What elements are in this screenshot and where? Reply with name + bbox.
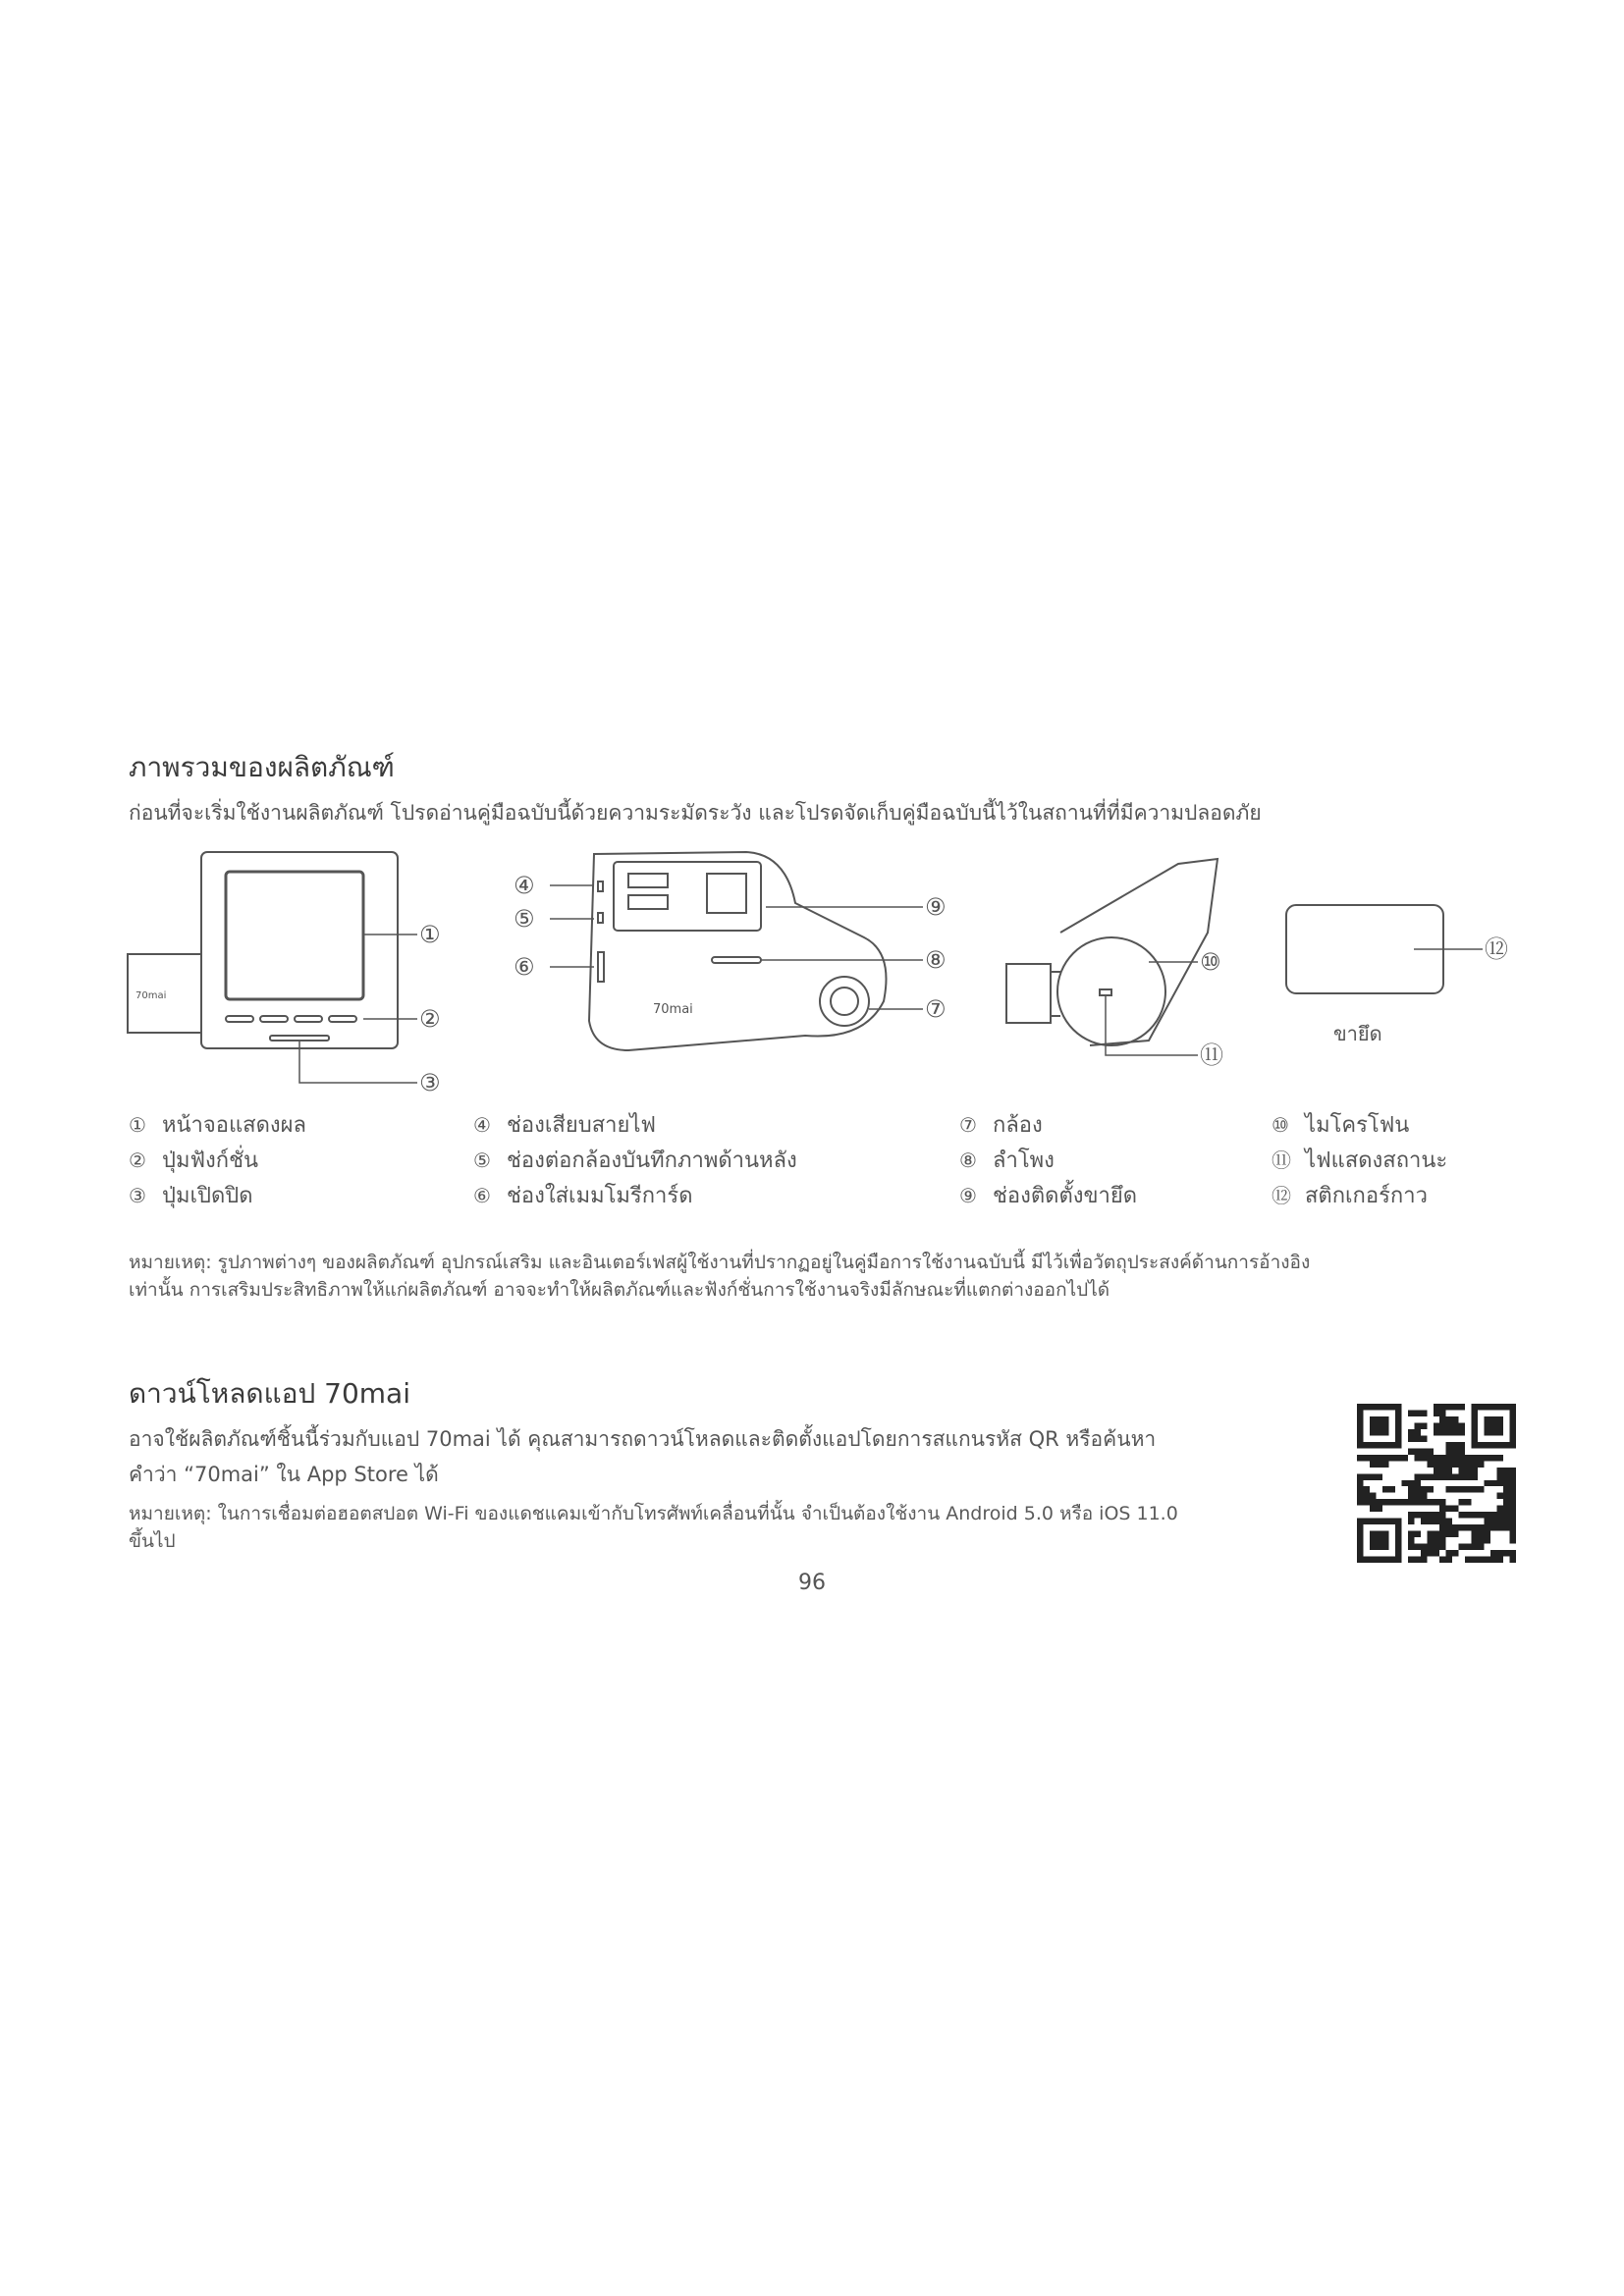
front-brand-label: 70mai	[135, 990, 167, 1001]
legend-item-memory-card-slot: ⑥ ช่องใส่เมมโมรีการ์ด	[473, 1184, 693, 1208]
mounted-view-drawing	[1006, 859, 1223, 1069]
callout-7: ⑦	[925, 995, 947, 1023]
legend-item-mount-slot: ⑨ ช่องติดตั้งขายึด	[959, 1184, 1138, 1208]
callout-12: ⑫	[1485, 935, 1508, 963]
callout-9: ⑨	[925, 893, 947, 921]
mount-label: ขายึด	[1333, 1022, 1382, 1045]
side-view-drawing	[514, 852, 947, 1050]
legend-col-1	[129, 1107, 306, 1213]
legend-item-camera: ⑦ กล้อง	[959, 1113, 1043, 1138]
qr-code-icon	[1357, 1404, 1516, 1563]
callout-6: ⑥	[514, 953, 535, 981]
download-text: อาจใช้ผลิตภัณฑ์ชิ้นนี้ร่วมกับแอป 70mai ได้ คุณสามารถดาวน์โหลดและติดตั้งแอปโดยการสแกนรหัส QR หรือค้นหา คำว่า “70mai” ใน App Store ได้	[129, 1427, 1157, 1486]
page-number: 96	[798, 1571, 826, 1595]
download-title: ดาวน์โหลดแอป 70mai	[129, 1377, 410, 1410]
legend-item-status-light: ⑪ ไฟแสดงสถานะ	[1272, 1148, 1448, 1173]
callout-1: ①	[419, 921, 441, 948]
sticker-drawing	[1286, 905, 1508, 1045]
legend-item-power-button: ③ ปุ่มเปิดปิด	[129, 1184, 253, 1208]
front-view-drawing	[128, 852, 441, 1096]
legend-col-2	[473, 1107, 797, 1213]
callout-2: ②	[419, 1005, 441, 1033]
legend-item-adhesive-sticker: ⑫ สติกเกอร์กาว	[1272, 1184, 1428, 1208]
legend-item-display: ① หน้าจอแสดงผล	[129, 1113, 307, 1138]
product-diagram	[118, 844, 1542, 1099]
overview-intro: ก่อนที่จะเริ่มใช้งานผลิตภัณฑ์ โปรดอ่านคู่มือฉบับนี้ด้วยความระมัดระวัง และโปรดจัดเก็บคู่มือฉบับนี้ไว้ในสถานที่ที่มีความปลอดภัย	[129, 801, 1262, 825]
legend-item-power-port: ④ ช่องเสียบสายไฟ	[473, 1113, 657, 1138]
legend-item-speaker: ⑧ ลำโพง	[959, 1148, 1055, 1173]
callout-4: ④	[514, 872, 535, 899]
download-note: หมายเหตุ: ในการเชื่อมต่อฮอตสปอต Wi-Fi ของแดชแคมเข้ากับโทรศัพท์เคลื่อนที่นั้น จำเป็นต้องใช้งาน Android 5.0 หรือ iOS 11.0 ขึ้นไป	[129, 1503, 1178, 1552]
legend-col-3	[959, 1107, 1137, 1213]
legend-col-4	[1272, 1107, 1447, 1213]
side-brand-label: 70mai	[653, 1002, 693, 1017]
callout-10: ⑩	[1200, 948, 1221, 976]
note-disclaimer: หมายเหตุ: รูปภาพต่างๆ ของผลิตภัณฑ์ อุปกรณ์เสริม และอินเตอร์เฟสผู้ใช้งานที่ปรากฏอยู่ในคู่มือการใช้งานฉบับนี้ มีไว้เพื่อวัตถุประสงค์ด้านการอ้างอิง เท่านั้น การเสริมประสิทธิภาพให้แก่ผลิตภัณฑ์ อาจจะทำให้ผลิตภัณฑ์และฟังก์ชั่นการใช้งานจริงมีลักษณะที่แตกต่างออกไปได้	[129, 1252, 1311, 1301]
callout-11: ⑪	[1200, 1041, 1223, 1069]
callout-5: ⑤	[514, 905, 535, 933]
callout-8: ⑧	[925, 946, 947, 974]
legend-item-microphone: ⑩ ไมโครโฟน	[1272, 1113, 1410, 1138]
callout-3: ③	[419, 1069, 441, 1096]
legend-item-function-buttons: ② ปุ่มฟังก์ชั่น	[129, 1148, 259, 1173]
legend-item-rear-camera-port: ⑤ ช่องต่อกล้องบันทึกภาพด้านหลัง	[473, 1148, 797, 1173]
overview-title: ภาพรวมของผลิตภัณฑ์	[129, 751, 395, 783]
